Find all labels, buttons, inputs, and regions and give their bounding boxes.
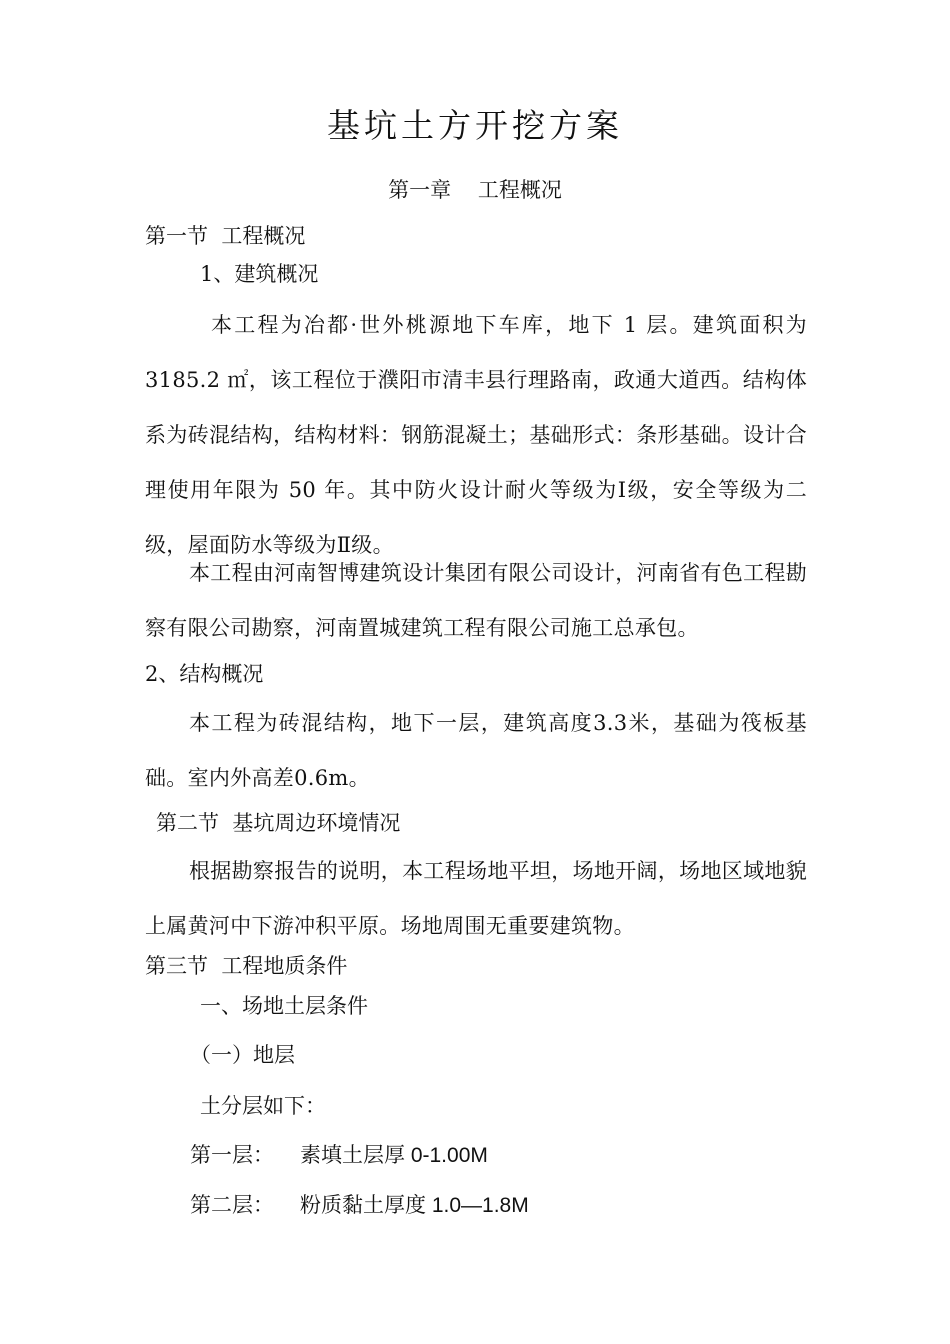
layer-description: 素填土层厚 0-1.00M [300, 1144, 488, 1167]
layer-description: 粉质黏土厚度 1.0—1.8M [300, 1194, 529, 1217]
section-2-heading: 第二节 基坑周边环境情况 [156, 811, 401, 835]
layer-row [190, 1191, 529, 1220]
section-1-heading: 第一节 工程概况 [145, 224, 306, 248]
design-parties-paragraph: 本工程由河南智博建筑设计集团有限公司设计，河南省有色工程勘察有限公司勘察，河南置城建筑工程有限公司施工总承包。 [145, 561, 807, 640]
layer-name: 第二层： [190, 1193, 274, 1217]
building-overview-paragraph: 本工程为冶都·世外桃源地下车库，地下 1 层。建筑面积为3185.2 ㎡，该工程位于濮阳市清丰县行理路南，政通大道西。结构体系为砖混结构，结构材料：钢筋混凝土；基础形式：条形基础。设计合理使用年限为 50 年。其中防火设计耐火等级为Ⅰ级，安全等级为二级，屋面防水等级为Ⅱ级。 [145, 313, 807, 557]
chapter-heading: 第一章 工程概况 [388, 178, 562, 202]
surroundings-paragraph: 根据勘察报告的说明，本工程场地平坦，场地开阔，场地区域地貌上属黄河中下游冲积平原。场地周围无重要建筑物。 [145, 859, 807, 938]
subsection-2-heading: 2、结构概况 [145, 662, 264, 686]
section-3-heading: 第三节 工程地质条件 [145, 954, 348, 978]
strata-heading: （一）地层 [190, 1043, 295, 1067]
layer-name: 第一层： [190, 1143, 274, 1167]
soil-layers-intro: 土分层如下： [200, 1094, 326, 1118]
structure-overview-paragraph: 本工程为砖混结构，地下一层，建筑高度3.3米，基础为筏板基础。室内外高差0.6m。 [145, 711, 807, 790]
layer-row [190, 1141, 488, 1170]
document-title: 基坑土方开挖方案 [327, 106, 623, 145]
subsection-1-heading: 1、建筑概况 [200, 262, 319, 286]
site-soil-heading: 一、场地土层条件 [200, 994, 368, 1018]
